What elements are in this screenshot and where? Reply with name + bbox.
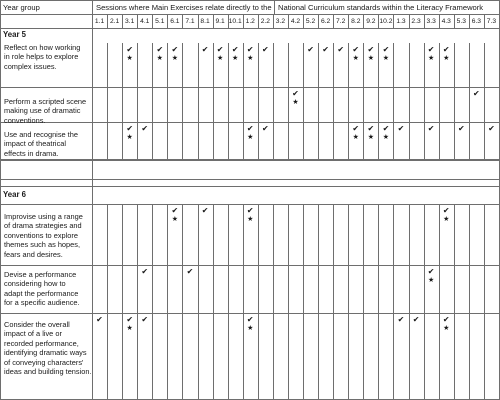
- tick-mark: ✔: [442, 206, 450, 215]
- grid-line-vertical: [274, 0, 275, 14]
- tick-mark: ✔: [473, 89, 480, 98]
- tick-mark: ✔: [156, 45, 164, 54]
- grid-line-horizontal: [0, 186, 500, 187]
- row-description: of drama strategies and: [4, 221, 82, 231]
- grid-line-vertical: [318, 204, 319, 399]
- tick-mark: ✔: [427, 124, 435, 133]
- star-mark: ★: [367, 55, 374, 62]
- column-code: 9.2: [366, 18, 376, 25]
- section-title: Year 5: [3, 30, 26, 39]
- star-mark: ★: [443, 325, 450, 332]
- star-mark: ★: [382, 55, 390, 62]
- column-code: 5.3: [456, 18, 466, 25]
- tick-mark: ✔: [201, 45, 209, 54]
- sessions-header: Sessions where Main Exercises relate directly to the: [96, 3, 272, 12]
- star-mark: ★: [126, 55, 133, 62]
- column-code: 10.2: [379, 18, 393, 25]
- column-code: 7.1: [185, 18, 195, 25]
- column-code: 10.1: [228, 18, 242, 25]
- grid-line-vertical: [107, 204, 108, 399]
- row-description: identifying dramatic ways: [4, 348, 87, 358]
- row-description: Reflect on how working: [4, 43, 81, 52]
- column-code: 2.1: [109, 18, 120, 25]
- grid-line-vertical: [213, 204, 214, 399]
- tick-mark: ✔: [186, 267, 194, 276]
- star-mark: ★: [352, 134, 359, 141]
- tick-mark: ✔: [337, 45, 345, 54]
- tick-mark: ✔: [126, 45, 134, 54]
- tick-mark: ✔: [216, 45, 224, 54]
- row-description: conventions.: [4, 115, 46, 125]
- tick-mark: ✔: [201, 206, 209, 215]
- grid-line-vertical: [92, 0, 93, 400]
- tick-mark: ✔: [367, 124, 375, 133]
- tick-mark: ✔: [261, 124, 269, 133]
- tick-mark: ✔: [246, 124, 254, 133]
- grid-line-horizontal: [0, 159, 500, 161]
- tick-mark: ✔: [352, 124, 360, 133]
- grid-line-vertical: [273, 43, 274, 159]
- row-description: making use of dramatic: [4, 106, 81, 116]
- column-code: 1.3: [396, 18, 406, 25]
- row-description: Use and recognise the: [4, 130, 78, 139]
- grid-line-vertical: [378, 204, 379, 399]
- grid-line-vertical: [0, 0, 1, 400]
- tick-mark: ✔: [292, 89, 299, 98]
- star-mark: ★: [443, 55, 450, 62]
- star-mark: ★: [247, 134, 254, 141]
- star-mark: ★: [382, 134, 390, 141]
- grid-line-vertical: [243, 204, 244, 399]
- grid-line-vertical: [439, 204, 440, 399]
- star-mark: ★: [232, 55, 239, 62]
- grid-line-vertical: [273, 204, 274, 399]
- grid-line-vertical: [348, 204, 349, 399]
- star-mark: ★: [443, 216, 450, 223]
- column-code: 4.2: [290, 18, 301, 25]
- tick-mark: ✔: [442, 45, 450, 54]
- tick-mark: ✔: [322, 45, 329, 54]
- column-code: 9.1: [215, 18, 225, 25]
- grid-line-vertical: [228, 204, 229, 399]
- row-description: impact of a live or: [4, 329, 62, 339]
- row-description: fears and desires.: [4, 249, 63, 259]
- tick-mark: ✔: [367, 45, 375, 54]
- grid-line-vertical: [469, 204, 470, 399]
- grid-line-vertical: [198, 204, 199, 399]
- tick-mark: ✔: [488, 124, 495, 133]
- column-code: 6.1: [170, 18, 180, 25]
- grid-line-vertical: [454, 43, 455, 159]
- star-mark: ★: [247, 325, 254, 332]
- grid-line-vertical: [137, 204, 138, 399]
- column-code: 4.3: [441, 18, 451, 25]
- tick-mark: ✔: [96, 315, 103, 324]
- grid-line-vertical: [469, 43, 470, 159]
- row-description: Consider the overall: [4, 320, 70, 329]
- grid-line-vertical: [167, 204, 168, 399]
- tick-mark: ✔: [231, 45, 239, 54]
- tick-mark: ✔: [397, 315, 405, 324]
- row-description: adapt the performance: [4, 288, 79, 298]
- tick-mark: ✔: [307, 45, 314, 54]
- column-code: 7.2: [336, 18, 346, 25]
- grid-line-vertical: [409, 204, 410, 399]
- grid-line-vertical: [333, 43, 334, 159]
- column-code: 8.2: [351, 18, 361, 25]
- column-code: 6.2: [320, 18, 331, 25]
- tick-mark: ✔: [457, 124, 465, 133]
- grid-line-vertical: [484, 204, 485, 399]
- row-description: ideas and building tension.: [4, 367, 92, 376]
- star-mark: ★: [171, 216, 179, 223]
- grid-line-horizontal: [0, 313, 500, 314]
- row-description: for a specific audience.: [4, 298, 80, 308]
- column-code: 3.3: [426, 18, 436, 25]
- grid-line-vertical: [258, 43, 259, 159]
- star-mark: ★: [428, 55, 435, 62]
- row-description: themes such as hopes,: [4, 240, 81, 250]
- star-mark: ★: [367, 134, 374, 141]
- tick-mark: ✔: [352, 45, 360, 54]
- tick-mark: ✔: [382, 45, 390, 54]
- grid-line-vertical: [484, 43, 485, 159]
- tick-mark: ✔: [171, 45, 179, 54]
- tick-mark: ✔: [442, 315, 450, 324]
- row-description: Perform a scripted scene: [4, 97, 87, 106]
- grid-line-vertical: [393, 204, 394, 399]
- column-code: 8.1: [200, 18, 210, 25]
- column-code: 5.2: [305, 18, 316, 25]
- row-description: in role helps to explore: [4, 52, 79, 62]
- grid-line-vertical: [303, 43, 304, 159]
- grid-line-vertical: [333, 204, 334, 399]
- grid-line-horizontal: [0, 179, 500, 180]
- row-description: of conveying characters': [4, 357, 84, 367]
- star-mark: ★: [126, 134, 133, 141]
- tick-mark: ✔: [412, 315, 420, 324]
- column-code: 3.1: [125, 18, 135, 25]
- grid-line-vertical: [318, 43, 319, 159]
- row-description: conventions to explore: [4, 230, 78, 240]
- grid-line-horizontal: [0, 265, 500, 266]
- tick-mark: ✔: [246, 45, 254, 54]
- row-description: impact of theatrical: [4, 139, 67, 149]
- grid-line-vertical: [182, 204, 183, 399]
- year-group-header: Year group: [3, 3, 40, 12]
- grid-line-horizontal: [0, 28, 500, 29]
- star-mark: ★: [171, 55, 179, 62]
- star-mark: ★: [292, 99, 299, 106]
- grid-line-vertical: [424, 204, 425, 399]
- star-mark: ★: [428, 277, 435, 284]
- tick-mark: ✔: [141, 124, 149, 133]
- row-description: considering how to: [4, 279, 66, 289]
- column-code: 6.3: [471, 18, 482, 25]
- column-code: 2.3: [411, 18, 421, 25]
- tick-mark: ✔: [246, 206, 254, 215]
- grid-line-vertical: [258, 204, 259, 399]
- grid-line-horizontal: [0, 0, 500, 1]
- row-description: Devise a performance: [4, 270, 77, 279]
- star-mark: ★: [247, 55, 254, 62]
- grid-line-vertical: [454, 204, 455, 399]
- tick-mark: ✔: [246, 315, 254, 324]
- column-code: 5.1: [155, 18, 165, 25]
- star-mark: ★: [126, 325, 133, 332]
- grid-line-horizontal: [0, 122, 500, 123]
- grid-line-vertical: [107, 43, 108, 159]
- grid-line-vertical: [303, 204, 304, 399]
- grid-line-horizontal: [0, 204, 500, 205]
- grid-line-horizontal: [0, 87, 500, 88]
- star-mark: ★: [156, 55, 163, 62]
- star-mark: ★: [247, 216, 254, 223]
- tick-mark: ✔: [141, 267, 149, 276]
- grid-line-vertical: [198, 43, 199, 159]
- row-description: complex issues.: [4, 61, 57, 71]
- tick-mark: ✔: [397, 124, 405, 133]
- column-code: 3.2: [275, 18, 286, 25]
- grid-line-vertical: [363, 204, 364, 399]
- tick-mark: ✔: [427, 45, 435, 54]
- grid-line-horizontal: [0, 14, 500, 15]
- standards-header: National Curriculum standards within the Literacy Framework: [278, 3, 484, 12]
- section-title: Year 6: [3, 190, 26, 199]
- tick-mark: ✔: [171, 206, 179, 215]
- column-code: 1.2: [245, 18, 255, 25]
- row-description: effects in drama.: [4, 148, 59, 158]
- grid-line-vertical: [409, 43, 410, 159]
- star-mark: ★: [216, 55, 224, 62]
- column-code: 4.1: [140, 18, 150, 25]
- grid-line-vertical: [122, 204, 123, 399]
- tick-mark: ✔: [141, 315, 149, 324]
- tick-mark: ✔: [126, 315, 134, 324]
- tick-mark: ✔: [382, 124, 390, 133]
- tick-mark: ✔: [261, 45, 269, 54]
- star-mark: ★: [352, 55, 359, 62]
- grid-line-vertical: [152, 204, 153, 399]
- row-description: recorded performance,: [4, 338, 79, 348]
- column-code: 2.2: [260, 18, 270, 25]
- column-code: 1.1: [94, 18, 105, 25]
- tick-mark: ✔: [126, 124, 134, 133]
- grid-line-vertical: [288, 204, 289, 399]
- row-description: Improvise using a range: [4, 212, 83, 221]
- column-code: 7.3: [486, 18, 497, 25]
- tick-mark: ✔: [427, 267, 435, 276]
